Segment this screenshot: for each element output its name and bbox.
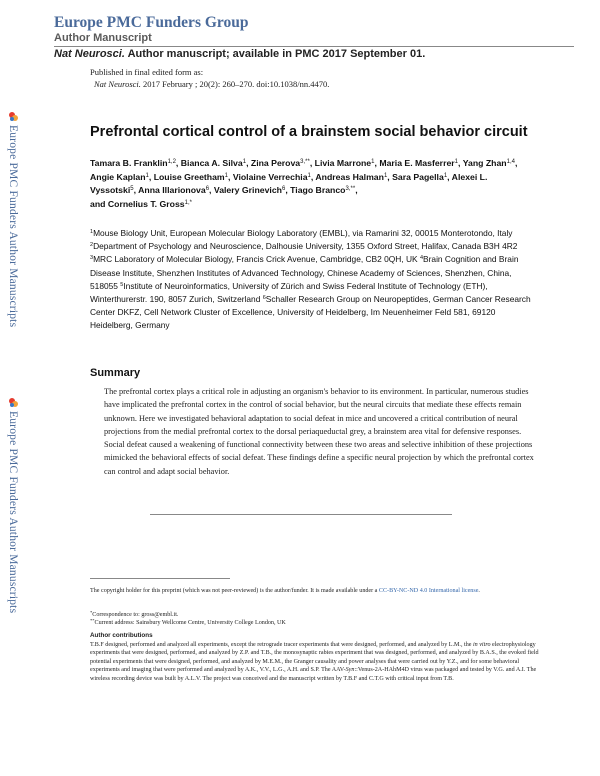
- author-affiliation-marker: 1,2: [167, 159, 176, 165]
- affiliation-number: 2: [90, 242, 94, 249]
- author-separator: ,: [355, 185, 358, 195]
- author-separator: ,: [148, 171, 154, 182]
- summary-heading: Summary: [90, 367, 141, 379]
- author-affiliation-marker: 1: [307, 172, 311, 179]
- author-affiliation-marker: 3,**: [345, 186, 356, 192]
- author-separator: ,: [309, 158, 315, 168]
- affiliation-text: Institute of Neuroinformatics, University of Zürich and Swiss Federal Institute of Technology (ETH), Winterthurerstr. 190, 8057 Zurich, Switzerland: [90, 280, 488, 305]
- author-separator: ,: [285, 185, 291, 195]
- author-affiliation-marker: 1,4: [506, 159, 515, 165]
- affiliation-number: 3: [90, 255, 94, 262]
- author-affiliation-marker: 1: [454, 159, 459, 165]
- affiliation-text: Schaller Research Group on Neuropeptides, German Cancer Research Center DKFZ, Cell Network Cluster of Excellence, University of Heidelberg, Im Neuenheimer Feld 581, 69120 Heidelberg, Germany: [90, 294, 531, 331]
- author-affiliation-marker: 1: [145, 172, 149, 179]
- availability-line: [54, 47, 574, 62]
- contrib-part: electrophysiology experiments that were designed, performed, and analyzed by Z.P. and T.B., the monosynaptic rabies experiment that was designed, performed, and analyzed by B.A.S., the evoked field potential experiments that were designed, performed, and analyzed by M.E.M., the Granger causality and power analyses that were carried out by Y.Z., and for some behavioral experiments and imaging that were performed and analyzed by A.K., V.V., L.G., A.H. and S.P. The AAV-: [90, 642, 539, 674]
- author-separator: ,: [209, 185, 214, 195]
- author-separator: ,: [387, 171, 393, 182]
- author-name: Alexei L. Vyssotski: [90, 171, 488, 195]
- affiliation-text: Mouse Biology Unit, European Molecular Biology Laboratory (EMBL), via Ramarini 32, 00015 Monterotondo, Italy: [93, 228, 513, 238]
- citation-line: [90, 79, 329, 91]
- contrib-part: T.B.F designed, performed and analyzed all experiments, except the retrograde tracer experiments that were designed, performed, and analyzed by L.M., the: [90, 642, 473, 648]
- current-address-text: Current address: Sainsbury Wellcome Centre, University College London, UK: [94, 620, 286, 626]
- license-note: [90, 587, 540, 595]
- author-name: Bianca A. Silva: [180, 158, 243, 168]
- section-divider: [150, 514, 452, 515]
- affiliation-text: Department of Psychology and Neuroscience, Dalhousie University, 1355 Oxford Street, Halifax, Canada B3H 4R2: [93, 241, 518, 252]
- citation-details: 2017 February ; 20(2): 260–270. doi:10.1038/nn.4470.: [140, 78, 330, 89]
- current-address-marker: **: [90, 618, 95, 623]
- affiliation-number: 6: [262, 295, 266, 302]
- manuscript-header: [54, 14, 574, 62]
- funders-group-label: Europe PMC Funders Group: [54, 14, 249, 31]
- author-affiliation-marker: 5: [130, 186, 134, 192]
- correspondence-text: Correspondence to: gross@embl.it.: [92, 612, 179, 618]
- sidebar-text: Europe PMC Funders Author Manuscripts: [7, 125, 19, 328]
- author-name: Louise Greetham: [153, 171, 225, 182]
- footnote-divider: [90, 578, 230, 579]
- author-affiliation-marker: 6: [205, 186, 210, 192]
- author-separator: ,: [458, 158, 463, 168]
- author-affiliation-marker: 3,**: [300, 159, 310, 165]
- author-name: Livia Marrone: [314, 158, 372, 168]
- affiliation-number: 4: [419, 255, 424, 262]
- author-name: Tiago Branco: [290, 185, 346, 195]
- author-name: Violaine Verrechia: [232, 171, 308, 182]
- europe-pmc-logo-icon: [9, 398, 18, 408]
- author-name: Cornelius T. Gross: [107, 198, 185, 209]
- author-affiliation-marker: 6: [281, 186, 286, 192]
- published-label: Published in final edited form as:: [90, 67, 204, 77]
- contrib-italic: in vitro: [472, 642, 491, 648]
- affiliation-text: Brain Cognition and Brain Disease Institute, Shenzhen Institutes of Advanced Technology, Chinese Academy of Sciences, Shenzhen, China, 518055: [90, 254, 519, 291]
- authors-and: and: [90, 198, 108, 209]
- author-affiliation-marker: 1: [371, 159, 375, 165]
- author-name: Tamara B. Franklin: [90, 158, 168, 168]
- affiliation-text: MRC Laboratory of Molecular Biology, Francis Crick Avenue, Cambridge, CB2 0QH, UK: [93, 254, 420, 265]
- author-name: Angie Kaplan: [90, 171, 146, 182]
- article-title: Prefrontal cortical control of a brainstem social behavior circuit: [90, 124, 528, 140]
- author-name: Yang Zhan: [462, 158, 507, 168]
- affiliation-number: 5: [120, 281, 124, 288]
- contrib-part: ::Venus-2A-HAhM4D virus was packaged and tested by V.G. and A.I. The wireless recording device was built by A.L.V. The project was conceived and the manuscript written by T.B.F and C.T.G with critical input from T.B.: [90, 667, 537, 682]
- author-affiliation-marker: 1: [224, 172, 228, 179]
- author-separator: ,: [175, 158, 181, 168]
- author-separator: ,: [246, 158, 251, 168]
- author-separator: ,: [374, 158, 380, 168]
- contrib-italic: Syn: [345, 667, 355, 674]
- sidebar-watermark-top: [2, 112, 24, 327]
- publication-info: [90, 67, 329, 90]
- author-name: Valery Grinevich: [213, 185, 282, 195]
- author-separator: ,: [310, 171, 316, 182]
- contributions-heading: Author contributions: [90, 632, 153, 639]
- author-separator: ,: [133, 185, 139, 195]
- author-affiliation-marker: 1: [383, 172, 388, 179]
- license-end: .: [478, 588, 480, 594]
- availability-text: Author manuscript; available in PMC 2017 September 01.: [124, 48, 426, 60]
- author-affiliation-marker: 1: [242, 159, 247, 165]
- author-separator: ,: [228, 171, 233, 182]
- author-name: Anna Illarionova: [138, 185, 206, 195]
- license-link[interactable]: CC-BY-NC-ND 4.0 International license: [378, 588, 479, 594]
- europe-pmc-logo-icon: [9, 112, 18, 122]
- author-affiliation-marker: 1,*: [184, 199, 192, 206]
- contributions-text: [90, 641, 540, 683]
- sidebar-text: Europe PMC Funders Author Manuscripts: [7, 411, 19, 614]
- author-name: Andreas Halman: [315, 171, 384, 182]
- summary-text: The prefrontal cortex plays a critical role in adjusting an organism's behavior to its environment. In particular, numerous studies have implicated the prefrontal cortex in the control of social behavior, but the neural circuits that mediate these effects remain unknown. Here we investigated behavioral adaptation to social defeat in mice and uncovered a critical contribution of neural projections from the medial prefrontal cortex to the dorsal periaqueductal grey, a brainstem area vital for defensive responses. Social defeat caused a weakening of functional connectivity between these two areas and selective inhibition of these projections mimicked the behavioral effects of social defeat. These findings define a specific neural projection by which the prefrontal cortex can control and adapt social behavior.: [104, 387, 534, 476]
- author-name: Zina Perova: [250, 158, 301, 168]
- author-name: Maria E. Masferrer: [379, 158, 455, 168]
- author-list: [90, 157, 535, 211]
- citation-journal: Nat Neurosci.: [94, 78, 141, 89]
- affiliations: [90, 227, 535, 333]
- license-text: The copyright holder for this preprint (which was not peer-reviewed) is the author/funder. It is made available under a: [90, 588, 379, 594]
- author-name: Sara Pagella: [392, 171, 444, 182]
- affiliation-number: 1: [90, 229, 94, 235]
- correspondence-marker: *: [90, 610, 93, 615]
- author-manuscript-label: Author Manuscript: [54, 32, 152, 44]
- author-affiliation-marker: 1: [443, 172, 448, 179]
- journal-name: Nat Neurosci.: [54, 48, 125, 60]
- sidebar-watermark-bottom: [2, 398, 24, 613]
- current-address-note: [90, 619, 540, 627]
- author-separator: ,: [514, 158, 518, 168]
- author-separator: ,: [447, 171, 452, 182]
